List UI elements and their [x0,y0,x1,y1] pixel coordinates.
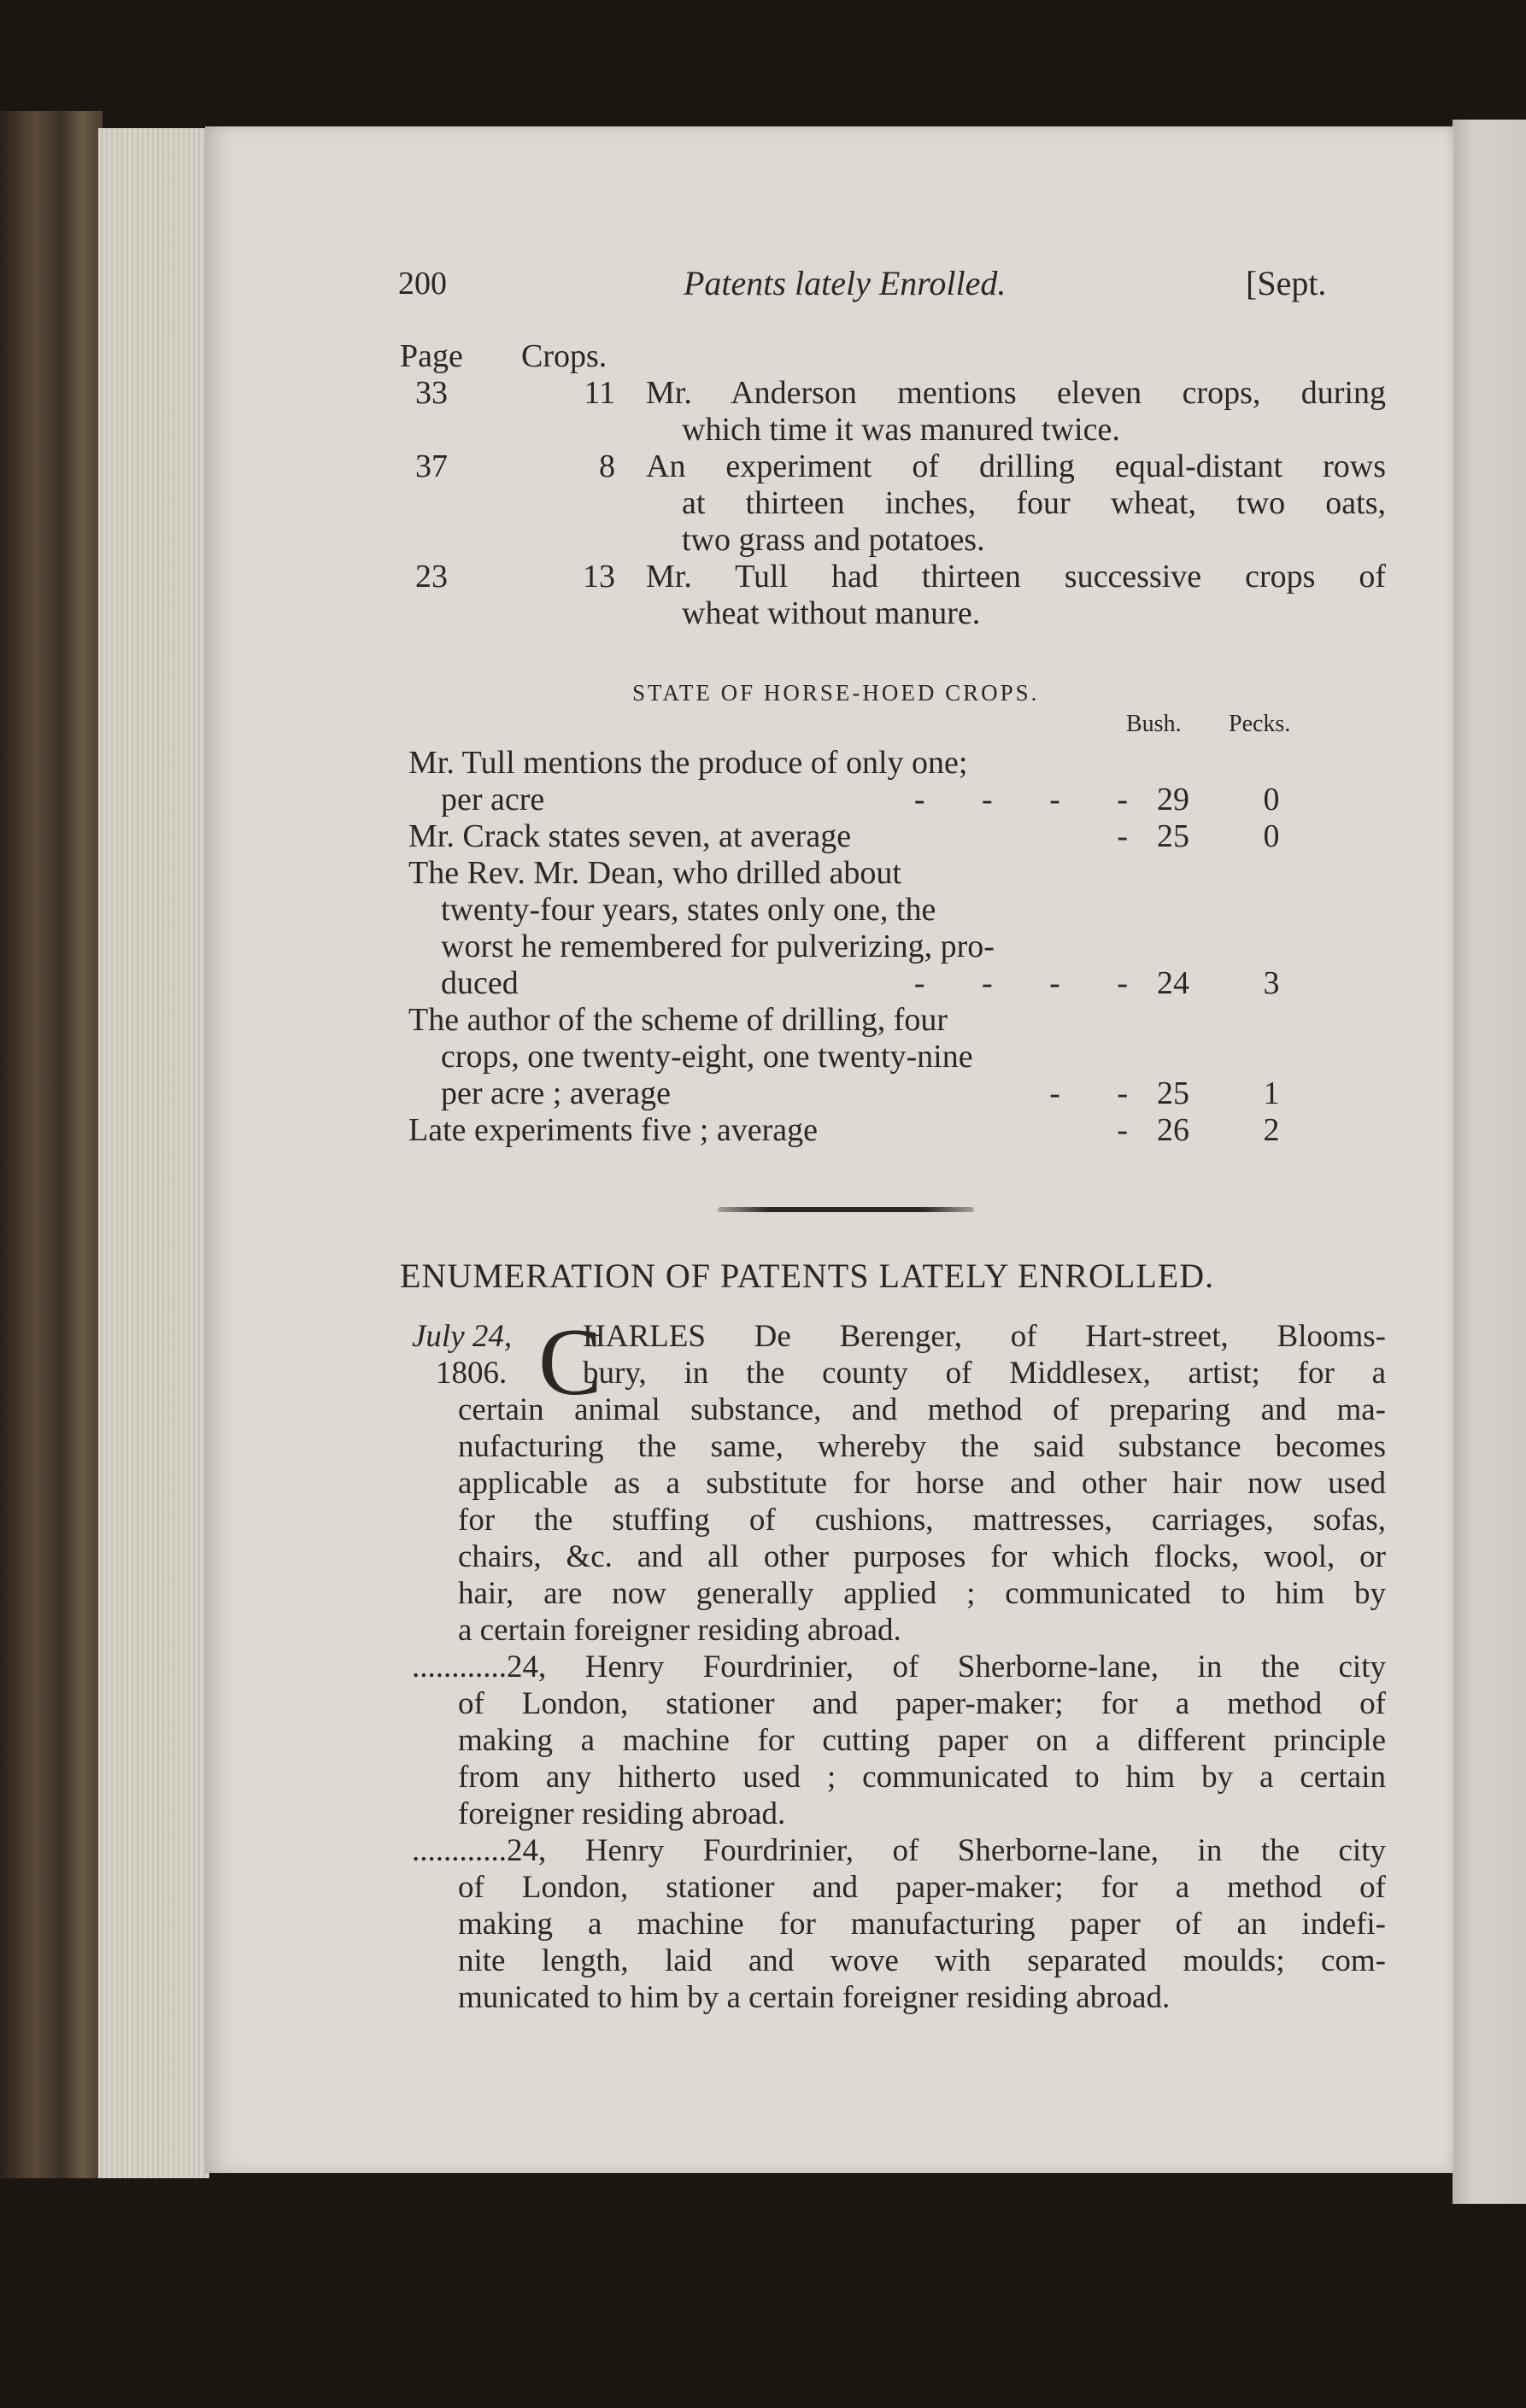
row-text: worst he remembered for pulverizing, pro- [441,929,995,964]
drop-cap: C [538,1309,602,1415]
entry-year: 1806. [436,1356,508,1391]
description-line: at thirteen inches, four wheat, two oats, [682,485,1386,521]
row-text: The Rev. Mr. Dean, who drilled about [408,855,901,891]
row-text: crops, one twenty-eight, one twenty-nine [441,1039,973,1075]
pecks-column-header: Pecks. [1229,711,1291,737]
leader-dashes: - [1117,1112,1128,1148]
row-text: twenty-four years, states only one, the [441,892,936,928]
bush-value: 24 [1157,965,1189,1001]
page-column-header: Page [400,338,463,374]
bush-column-header: Bush. [1126,711,1182,737]
enumeration-title: ENUMERATION OF PATENTS LATELY ENROLLED. [400,1257,1215,1295]
entry-line: nite length, laid and wove with separated moulds; com- [458,1943,1386,1978]
facing-page-edge [1453,120,1526,2204]
row-page: 33 [415,375,448,411]
horse-hoed-title: STATE OF HORSE-HOED CROPS. [632,680,1040,706]
row-page: 23 [415,559,448,595]
description-line: Mr. Anderson mentions eleven crops, during [646,375,1386,411]
entry-line: municated to him by a certain foreigner residing abroad. [458,1980,1171,2015]
entry-line: hair, are now generally applied ; communicated to him by [458,1576,1386,1611]
row-text: per acre [441,782,545,817]
horse-hoed-row [408,782,1434,818]
entry-line: a certain foreigner residing abroad. [458,1613,901,1648]
running-month: [Sept. [1246,264,1327,302]
description-line: two grass and potatoes. [682,522,985,558]
entry-line: making a machine for cutting paper on a different principle [458,1723,1386,1758]
horse-hoed-row [408,1112,1434,1149]
bush-value: 29 [1157,782,1189,817]
row-text: per acre ; average [441,1075,671,1111]
bush-value: 25 [1157,1075,1189,1111]
row-crops: 11 [584,375,615,411]
description-line: An experiment of drilling equal-distant rows [646,448,1386,484]
entry-line: from any hitherto used ; communicated to him by a certain [458,1760,1386,1795]
entry-lead-line: ............24, Henry Fourdrinier, of Sherborne-lane, in the city [412,1833,1386,1868]
horse-hoed-row [408,818,1434,855]
running-title: Patents lately Enrolled. [684,264,1007,302]
leader-dashes: - - [1049,1075,1128,1111]
horse-hoed-row [408,1075,1434,1112]
page-edges [98,128,209,2178]
pecks-value: 0 [1263,818,1280,854]
book-page [205,126,1454,2173]
pecks-value: 0 [1263,782,1280,817]
entry-line: making a machine for manufacturing paper of an indefi- [458,1907,1386,1942]
row-description [646,448,1386,559]
entry-line: certain animal substance, and method of preparing and ma- [458,1392,1386,1427]
horse-hoed-row [408,855,1434,892]
row-text: Mr. Crack states seven, at average [408,818,852,854]
entry-line: applicable as a substitute for horse and other hair now used [458,1466,1386,1501]
crops-column-header: Crops. [521,338,607,374]
entry-lead-line: ............24, Henry Fourdrinier, of Sherborne-lane, in the city [412,1649,1386,1684]
pecks-value: 1 [1263,1075,1280,1111]
entry-line: of London, stationer and paper-maker; for a method of [458,1686,1386,1721]
entry-date: July 24, [412,1319,513,1354]
book-spine [0,111,103,2178]
row-description [646,559,1386,632]
description-line: wheat without manure. [682,595,981,631]
horse-hoed-row [408,965,1434,1002]
entry-line: nufacturing the same, whereby the said substance becomes [458,1429,1386,1464]
entry-text: HARLES De Berenger, of Hart-street, Blooms- [583,1319,1386,1354]
horse-hoed-row [408,745,1434,782]
horse-hoed-row [408,1002,1434,1039]
entry-line: of London, stationer and paper-maker; for a method of [458,1870,1386,1905]
enumeration-body [412,1309,1386,2016]
leader-dashes: - [1117,818,1128,854]
section-divider [718,1207,974,1212]
entry-line: foreigner residing abroad. [458,1796,786,1831]
leader-dashes: - - - - [913,965,1128,1001]
horse-hoed-row [408,892,1434,929]
page-number: 200 [398,266,447,302]
pecks-value: 3 [1263,965,1280,1001]
row-text: duced [441,965,519,1001]
entry-text: bury, in the county of Middlesex, artist; for a [583,1356,1386,1391]
row-page: 37 [415,448,448,484]
row-description [646,375,1386,448]
bush-value: 26 [1157,1112,1189,1148]
row-text: The author of the scheme of drilling, four [408,1002,948,1038]
horse-hoed-row [408,929,1434,965]
entry-line: for the stuffing of cushions, mattresses, carriages, sofas, [458,1503,1386,1538]
row-crops: 13 [583,559,615,595]
horse-hoed-row [408,1039,1434,1075]
description-line: which time it was manured twice. [682,412,1120,448]
row-crops: 8 [599,448,615,484]
description-line: Mr. Tull had thirteen successive crops of [646,559,1386,595]
row-text: Mr. Tull mentions the produce of only one; [408,745,968,781]
pecks-value: 2 [1263,1112,1280,1148]
bush-value: 25 [1157,818,1189,854]
leader-dashes: - - - - [913,782,1128,817]
entry-line: chairs, &c. and all other purposes for which flocks, wool, or [458,1539,1386,1574]
row-text: Late experiments five ; average [408,1112,818,1148]
